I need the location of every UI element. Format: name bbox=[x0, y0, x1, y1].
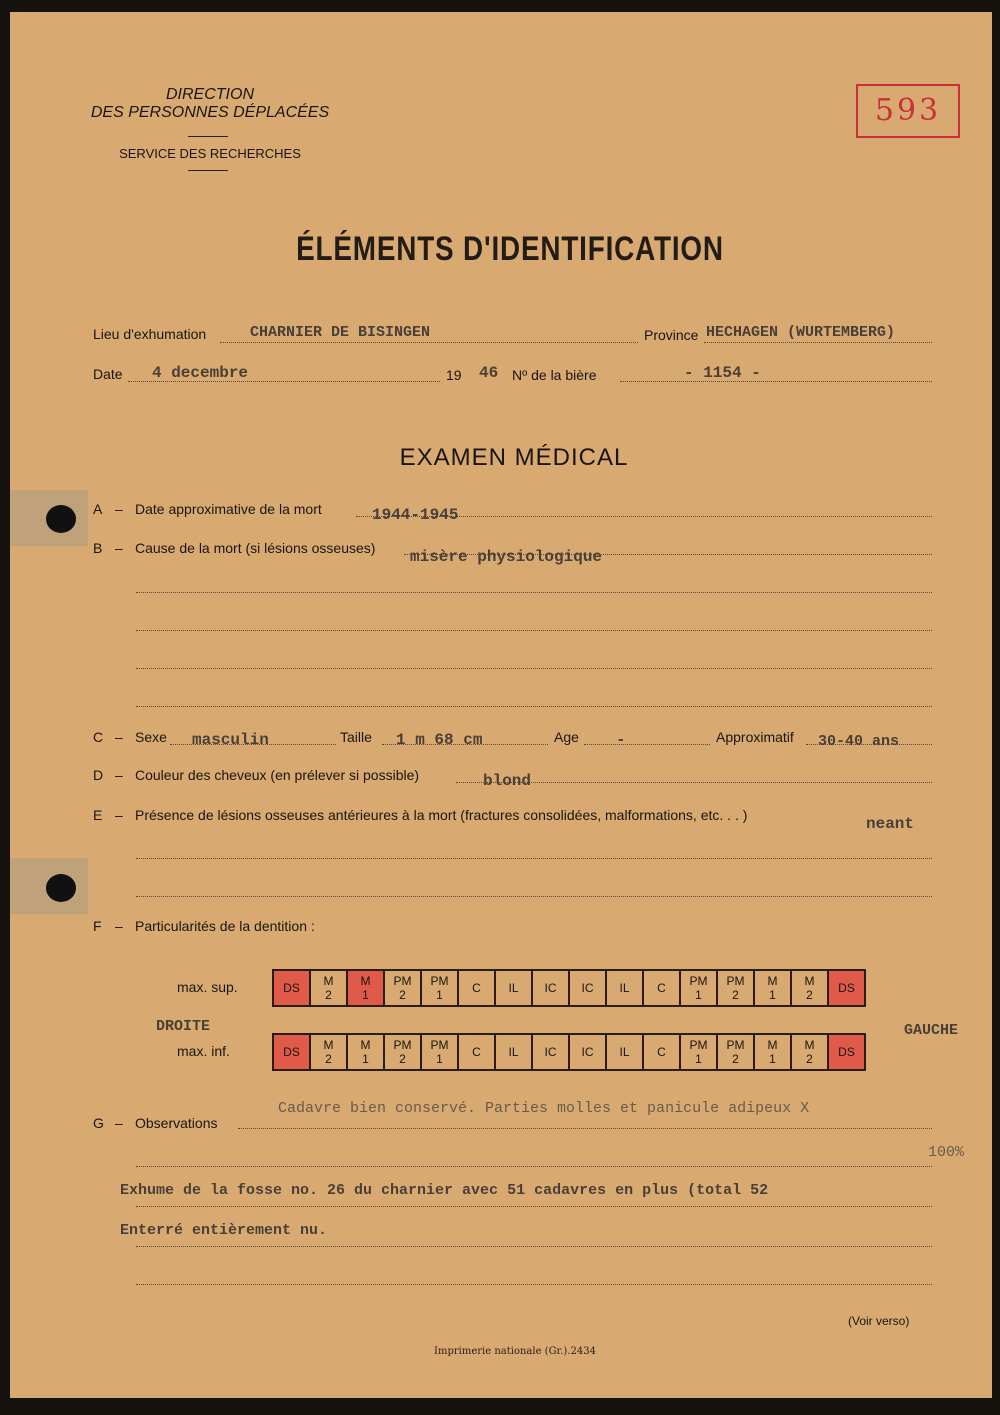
item-b-line2 bbox=[136, 592, 932, 593]
item-e-dash: – bbox=[115, 807, 123, 823]
upper-tooth-cell bbox=[384, 970, 421, 1006]
age-label: Age bbox=[554, 729, 579, 745]
tooth-code: PM bbox=[689, 1038, 708, 1052]
binder-hole-top bbox=[46, 505, 76, 533]
upper-tooth-cell bbox=[643, 970, 680, 1006]
item-a-value: 1944-1945 bbox=[372, 506, 459, 524]
lower-tooth-cell bbox=[680, 1034, 717, 1070]
tooth-index: 2 bbox=[732, 1052, 739, 1066]
tooth-code: M bbox=[360, 1038, 371, 1052]
tooth-code: IL bbox=[619, 1045, 630, 1059]
max-inf-label: max. inf. bbox=[177, 1043, 230, 1059]
lower-tooth-cell bbox=[754, 1034, 791, 1070]
tooth-index: 2 bbox=[399, 988, 406, 1002]
date-value: 4 decembre bbox=[152, 364, 249, 382]
sexe-label: Sexe bbox=[135, 729, 167, 745]
tooth-index: 1 bbox=[436, 1052, 443, 1066]
tooth-index: 1 bbox=[769, 1052, 776, 1066]
biere-line bbox=[620, 381, 932, 382]
observations-line3 bbox=[136, 1206, 932, 1207]
item-b-letter: B bbox=[93, 540, 103, 556]
item-e-line2 bbox=[136, 858, 932, 859]
tooth-code: M bbox=[767, 974, 778, 988]
lower-tooth-cell bbox=[643, 1034, 680, 1070]
year-value: 46 bbox=[479, 364, 499, 382]
item-e-line3 bbox=[136, 896, 932, 897]
tooth-code: M bbox=[323, 974, 334, 988]
upper-tooth-cell bbox=[828, 970, 865, 1006]
observations-text2: 100% bbox=[928, 1144, 965, 1161]
sexe-value: masculin bbox=[192, 731, 269, 749]
upper-tooth-cell bbox=[495, 970, 532, 1006]
tooth-code: C bbox=[472, 981, 481, 995]
tooth-index: 2 bbox=[732, 988, 739, 1002]
lieu-line bbox=[220, 342, 638, 343]
droite-label: DROITE bbox=[156, 1018, 211, 1035]
tooth-index: 2 bbox=[399, 1052, 406, 1066]
upper-tooth-cell bbox=[680, 970, 717, 1006]
item-d-dash: – bbox=[115, 767, 123, 783]
section-title: EXAMEN MÉDICAL bbox=[399, 444, 629, 471]
tooth-code: IC bbox=[544, 1045, 557, 1059]
divider-bottom bbox=[188, 170, 228, 171]
item-b-value: misère physiologique bbox=[410, 548, 603, 566]
tooth-code: M bbox=[767, 1038, 778, 1052]
tooth-code: IC bbox=[581, 1045, 594, 1059]
item-b-line3 bbox=[136, 630, 932, 631]
item-a-dash: – bbox=[115, 501, 123, 517]
voir-verso: (Voir verso) bbox=[848, 1314, 910, 1328]
tooth-index: 1 bbox=[362, 988, 369, 1002]
year-prefix: 19 bbox=[446, 367, 462, 383]
item-b-line4 bbox=[136, 668, 932, 669]
upper-tooth-cell bbox=[569, 970, 606, 1006]
tooth-code: IL bbox=[508, 1045, 519, 1059]
upper-tooth-cell bbox=[458, 970, 495, 1006]
lower-tooth-cell bbox=[273, 1034, 310, 1070]
lower-tooth-cell bbox=[310, 1034, 347, 1070]
gauche-label: GAUCHE bbox=[904, 1022, 959, 1039]
biere-value: - 1154 - bbox=[684, 364, 761, 382]
lower-tooth-cell bbox=[717, 1034, 754, 1070]
item-a-label: Date approximative de la mort bbox=[135, 501, 322, 517]
reference-stamp bbox=[856, 84, 960, 138]
tooth-code: PM bbox=[726, 1038, 745, 1052]
tooth-code: IL bbox=[508, 981, 519, 995]
item-b-dash: – bbox=[115, 540, 123, 556]
lower-tooth-cell bbox=[828, 1034, 865, 1070]
printer-imprint: Imprimerie nationale (Gr.).2434 bbox=[434, 1346, 596, 1357]
tooth-code: DS bbox=[283, 1045, 300, 1059]
tooth-index: 2 bbox=[806, 988, 813, 1002]
tooth-index: 1 bbox=[769, 988, 776, 1002]
item-b-label: Cause de la mort (si lésions osseuses) bbox=[135, 540, 376, 556]
tooth-code: PM bbox=[430, 1038, 449, 1052]
binder-hole-bottom bbox=[46, 874, 76, 902]
lower-tooth-cell bbox=[791, 1034, 828, 1070]
tooth-code: M bbox=[804, 974, 815, 988]
tooth-code: M bbox=[360, 974, 371, 988]
observations-text4: Enterré entièrement nu. bbox=[120, 1222, 328, 1239]
tooth-code: M bbox=[804, 1038, 815, 1052]
lower-tooth-cell bbox=[384, 1034, 421, 1070]
tooth-index: 1 bbox=[695, 1052, 702, 1066]
upper-tooth-cell bbox=[347, 970, 384, 1006]
upper-dentition-chart bbox=[272, 969, 866, 1007]
item-f-letter: F bbox=[93, 918, 102, 934]
tooth-code: PM bbox=[430, 974, 449, 988]
tooth-code: DS bbox=[283, 981, 300, 995]
upper-tooth-cell bbox=[421, 970, 458, 1006]
tooth-code: PM bbox=[393, 974, 412, 988]
item-f-label: Particularités de la dentition : bbox=[135, 918, 315, 934]
item-e-value: neant bbox=[866, 815, 915, 833]
service-label: SERVICE DES RECHERCHES bbox=[119, 146, 301, 161]
item-d-value: blond bbox=[483, 772, 532, 790]
upper-tooth-cell bbox=[791, 970, 828, 1006]
tooth-code: IC bbox=[581, 981, 594, 995]
province-line bbox=[704, 342, 932, 343]
observations-line2 bbox=[136, 1166, 932, 1167]
tooth-index: 1 bbox=[695, 988, 702, 1002]
lower-tooth-cell bbox=[458, 1034, 495, 1070]
province-label: Province bbox=[644, 327, 699, 343]
observations-text3: Exhume de la fosse no. 26 du charnier avec 51 cadavres en plus (total 52 bbox=[120, 1182, 769, 1199]
tooth-code: M bbox=[323, 1038, 334, 1052]
tooth-code: PM bbox=[393, 1038, 412, 1052]
upper-tooth-cell bbox=[717, 970, 754, 1006]
tooth-code: PM bbox=[689, 974, 708, 988]
stamp-number: 593 bbox=[874, 93, 942, 128]
item-g-dash: – bbox=[115, 1115, 123, 1131]
observations-line4 bbox=[136, 1246, 932, 1247]
lower-tooth-cell bbox=[421, 1034, 458, 1070]
item-a-letter: A bbox=[93, 501, 103, 517]
org-line1: DIRECTION bbox=[166, 86, 254, 103]
age-line bbox=[584, 744, 710, 745]
upper-tooth-cell bbox=[606, 970, 643, 1006]
item-b-line5 bbox=[136, 706, 932, 707]
item-d-label: Couleur des cheveux (en prélever si possible) bbox=[135, 767, 420, 783]
lower-tooth-cell bbox=[606, 1034, 643, 1070]
item-c-letter: C bbox=[93, 729, 104, 745]
date-label: Date bbox=[93, 366, 123, 382]
tooth-code: PM bbox=[726, 974, 745, 988]
tooth-code: C bbox=[657, 1045, 666, 1059]
approx-value: 30-40 ans bbox=[818, 733, 900, 750]
observations-text1: Cadavre bien conservé. Parties molles et panicule adipeux X bbox=[278, 1100, 810, 1117]
tooth-code: IC bbox=[544, 981, 557, 995]
tooth-index: 2 bbox=[325, 988, 332, 1002]
page-title: ÉLÉMENTS D'IDENTIFICATION bbox=[296, 230, 724, 268]
province-value: HECHAGEN (WURTEMBERG) bbox=[706, 324, 896, 341]
taille-value: 1 m 68 cm bbox=[396, 731, 483, 749]
observations-line5 bbox=[136, 1284, 932, 1285]
lower-tooth-cell bbox=[347, 1034, 384, 1070]
upper-tooth-cell bbox=[754, 970, 791, 1006]
item-c-dash: – bbox=[115, 729, 123, 745]
item-g-letter: G bbox=[93, 1115, 104, 1131]
tooth-code: C bbox=[657, 981, 666, 995]
upper-tooth-cell bbox=[310, 970, 347, 1006]
lieu-label: Lieu d'exhumation bbox=[93, 326, 207, 342]
approx-label: Approximatif bbox=[716, 729, 794, 745]
item-d-letter: D bbox=[93, 767, 104, 783]
upper-tooth-cell bbox=[273, 970, 310, 1006]
taille-label: Taille bbox=[340, 729, 372, 745]
tooth-code: IL bbox=[619, 981, 630, 995]
item-e-label: Présence de lésions osseuses antérieures à la mort (fractures consolidées, malformations, etc. . . ) bbox=[135, 807, 748, 823]
tooth-index: 1 bbox=[436, 988, 443, 1002]
max-sup-label: max. sup. bbox=[177, 979, 238, 995]
tooth-index: 1 bbox=[362, 1052, 369, 1066]
tooth-code: C bbox=[472, 1045, 481, 1059]
lower-tooth-cell bbox=[569, 1034, 606, 1070]
observations-label: Observations bbox=[135, 1115, 218, 1131]
item-f-dash: – bbox=[115, 918, 123, 934]
org-line2: DES PERSONNES DÉPLACÉES bbox=[90, 104, 330, 121]
tooth-code: DS bbox=[838, 981, 855, 995]
upper-tooth-cell bbox=[532, 970, 569, 1006]
biere-label: Nº de la bière bbox=[512, 367, 597, 383]
item-e-letter: E bbox=[93, 807, 103, 823]
lower-tooth-cell bbox=[495, 1034, 532, 1070]
org-block bbox=[80, 86, 340, 122]
tooth-code: DS bbox=[838, 1045, 855, 1059]
lower-dentition-chart bbox=[272, 1033, 866, 1071]
tooth-index: 2 bbox=[806, 1052, 813, 1066]
divider-top bbox=[188, 136, 228, 137]
observations-line1 bbox=[238, 1128, 932, 1129]
lieu-value: CHARNIER DE BISINGEN bbox=[250, 324, 431, 341]
lower-tooth-cell bbox=[532, 1034, 569, 1070]
tooth-index: 2 bbox=[325, 1052, 332, 1066]
age-value: - bbox=[616, 731, 626, 749]
